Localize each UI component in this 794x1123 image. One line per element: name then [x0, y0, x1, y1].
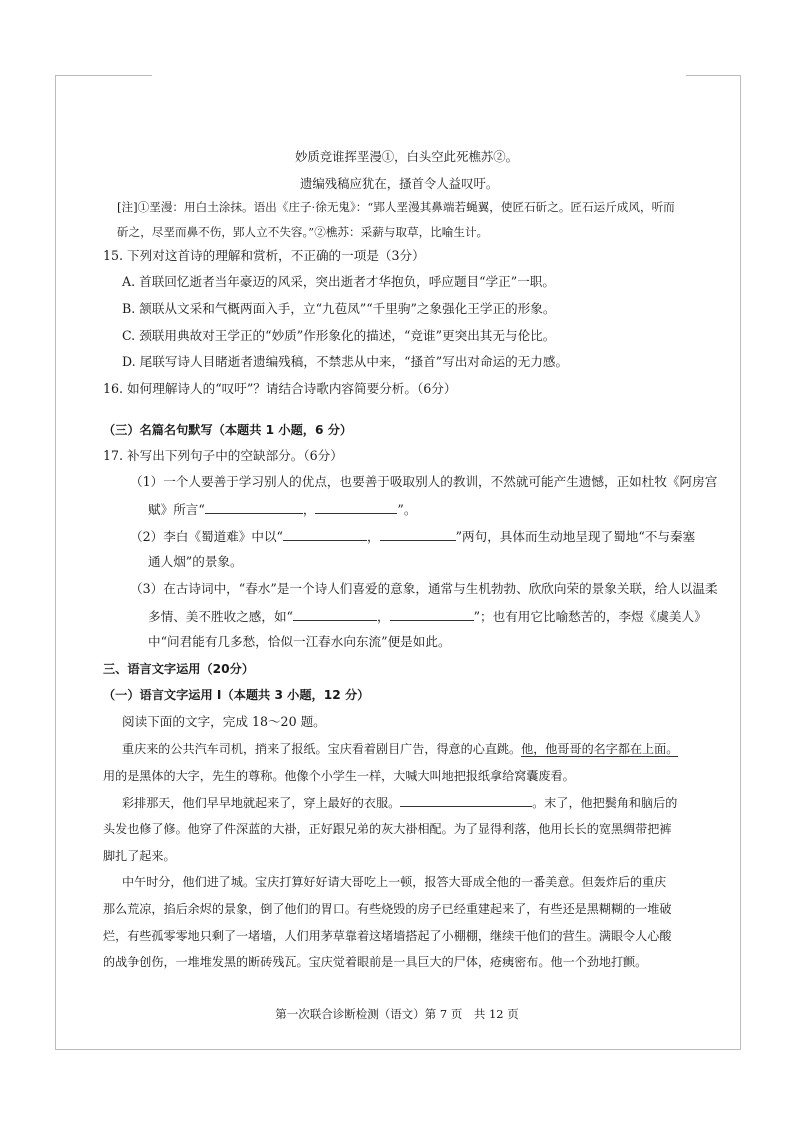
q17-3-prefix: 多情、美不胜收之感，如“: [148, 609, 293, 624]
passage-p2-line-2: 头发也修了修。他穿了件深蓝的大褂，正好跟兄弟的灰大褂相配。为了显得利落，他用长长的宽黑绸带把裤: [103, 822, 672, 836]
passage-p3-line-2: 那么荒凉，掐后余烬的景象，倒了他们的胃口。有些烧毁的房子已经重建起来了，有些还是黑糊糊的一堆破: [103, 902, 672, 916]
page-footer: 第一次联合诊断检测（语文）第 7 页 共 12 页: [275, 1007, 519, 1021]
q17-1-prefix: 赋》所言“: [148, 502, 205, 517]
question-17-stem: 17. 补写出下列句子中的空缺部分。（6分）: [103, 448, 343, 463]
passage-p2-suffix: 。末了，他把鬓角和脑后的: [532, 796, 678, 810]
question-17-item-3-line-2: [148, 607, 707, 626]
passage-p1-line-1: [122, 740, 678, 758]
passage-p2-line-3: 脚扎了起来。: [103, 849, 176, 863]
passage-p2-text: 彩排那天，他们早早地就起来了，穿上最好的衣服。: [122, 796, 401, 810]
q17-2-comma: ，: [366, 529, 380, 544]
q17-1-suffix: ”。: [397, 502, 417, 517]
q17-3-suffix: ”；也有用它比喻愁苦的，李煜《虞美人》: [473, 609, 707, 624]
crop-mark-bottom-h: [55, 1049, 741, 1050]
reading-instruction: 阅读下面的文字，完成 18～20 题。: [122, 714, 326, 729]
answer-blank[interactable]: [390, 607, 474, 621]
poem-line-2: 遗编残稿应犹在，搔首令人益叹吁。: [300, 176, 499, 191]
section-3-heading: （三）名篇名句默写（本题共 1 小题，6 分）: [103, 423, 353, 437]
answer-blank[interactable]: [380, 527, 456, 541]
q17-1-comma: ，: [302, 502, 316, 517]
question-17-item-2-line-1: [130, 527, 695, 546]
question-15-stem: 15. 下列对这首诗的理解和赏析，不正确的一项是（3分）: [103, 248, 425, 263]
passage-blank[interactable]: [400, 793, 532, 807]
question-17-item-1-line-2: [148, 500, 416, 519]
question-16-stem: 16. 如何理解诗人的“叹吁”？请结合诗歌内容简要分析。（6分）: [103, 381, 457, 396]
poem-note-line-1: [注]①垩漫：用白土涂抹。语出《庄子·徐无鬼》：“郢人垩漫其鼻端若蝇翼，使匠石斫之。匠石运斤成风，听而: [117, 200, 675, 214]
answer-blank[interactable]: [205, 500, 303, 514]
passage-p1-text: 重庆来的公共汽车司机，捎来了报纸。宝庆看着剧目广告，得意的心直跳。: [122, 742, 522, 756]
question-15-option-b: B. 颔联从文采和气概两面入手，立“九苞凤”“千里驹”之象强化王学正的形象。: [122, 301, 556, 316]
q17-3-comma: ，: [376, 609, 390, 624]
passage-p2-line-1: [122, 793, 677, 812]
crop-mark-top-right-h: [686, 75, 741, 76]
question-17-item-2-line-2: 通人烟”的景象。: [148, 554, 243, 569]
passage-p3-line-4: 的战争创伤，一堆堆发黑的断砖残瓦。宝庆觉着眼前是一具巨大的尸体，疮痍密布。他一个劲地打颤。: [103, 955, 648, 969]
underlined-sentence: 他，他哥哥的名字都在上面。: [521, 742, 679, 756]
question-17-item-1-line-1: （1）一个人要善于学习别人的优点，也要善于吸取别人的教训，不然就可能产生遗憾，正如杜牧《阿房宫: [130, 474, 718, 489]
passage-p1-line-2: 用的是黑体的大字，先生的尊称。他像个小学生一样，大喊大叫地把报纸拿给窝囊废看。: [103, 769, 575, 783]
crop-mark-top-left-h: [55, 75, 152, 76]
question-15-option-d: D. 尾联写诗人目睹逝者遗编残稿，不禁悲从中来，“搔首”写出对命运的无力感。: [122, 354, 569, 369]
question-17-item-3-line-1: （3）在古诗词中，“春水”是一个诗人们喜爱的意象，通常与生机勃勃、欣欣向荣的景象关联，给人以温柔: [130, 581, 718, 596]
crop-mark-top-right-v: [740, 75, 741, 1050]
poem-note-line-2: 斫之，尽垩而鼻不伤，郢人立不失容。”②樵苏：采薪与取草，比喻生计。: [117, 225, 489, 239]
question-17-item-3-line-3: 中“问君能有几多愁，恰似一江春水向东流”便是如此。: [148, 634, 451, 649]
passage-p3-line-1: 中午时分，他们进了城。宝庆打算好好请大哥吃上一顿，报答大哥成全他的一番美意。但轰炸后的重庆: [122, 875, 667, 889]
poem-line-1: 妙质竞谁挥垩漫①，白头空此死樵苏②。: [295, 149, 519, 164]
answer-blank[interactable]: [293, 607, 377, 621]
passage-p3-line-3: 烂，有些孤零零地只剩了一堵墙，人们用茅草靠着这堵墙搭起了小棚棚，继续干他们的营生。满眼令人心酸: [103, 929, 672, 943]
question-15-option-c: C. 颈联用典故对王学正的“妙质”作形象化的描述，“竞谁”更突出其无与伦比。: [122, 328, 556, 343]
answer-blank[interactable]: [283, 527, 367, 541]
q17-2-suffix: ”两句，具体而生动地呈现了蜀地“不与秦塞: [455, 529, 696, 544]
question-15-option-a: A. 首联回忆逝者当年豪迈的风采，突出逝者才华抱负，呼应题目“学正”一职。: [122, 274, 555, 289]
crop-mark-top-left-v: [55, 75, 56, 1050]
q17-2-prefix: （2）李白《蜀道难》中以“: [130, 529, 283, 544]
answer-blank[interactable]: [315, 500, 397, 514]
part-3-heading: 三、语言文字运用（20分）: [103, 662, 255, 676]
subsection-1-heading: （一）语言文字运用 Ⅰ（本题共 3 小题，12 分）: [103, 688, 370, 702]
